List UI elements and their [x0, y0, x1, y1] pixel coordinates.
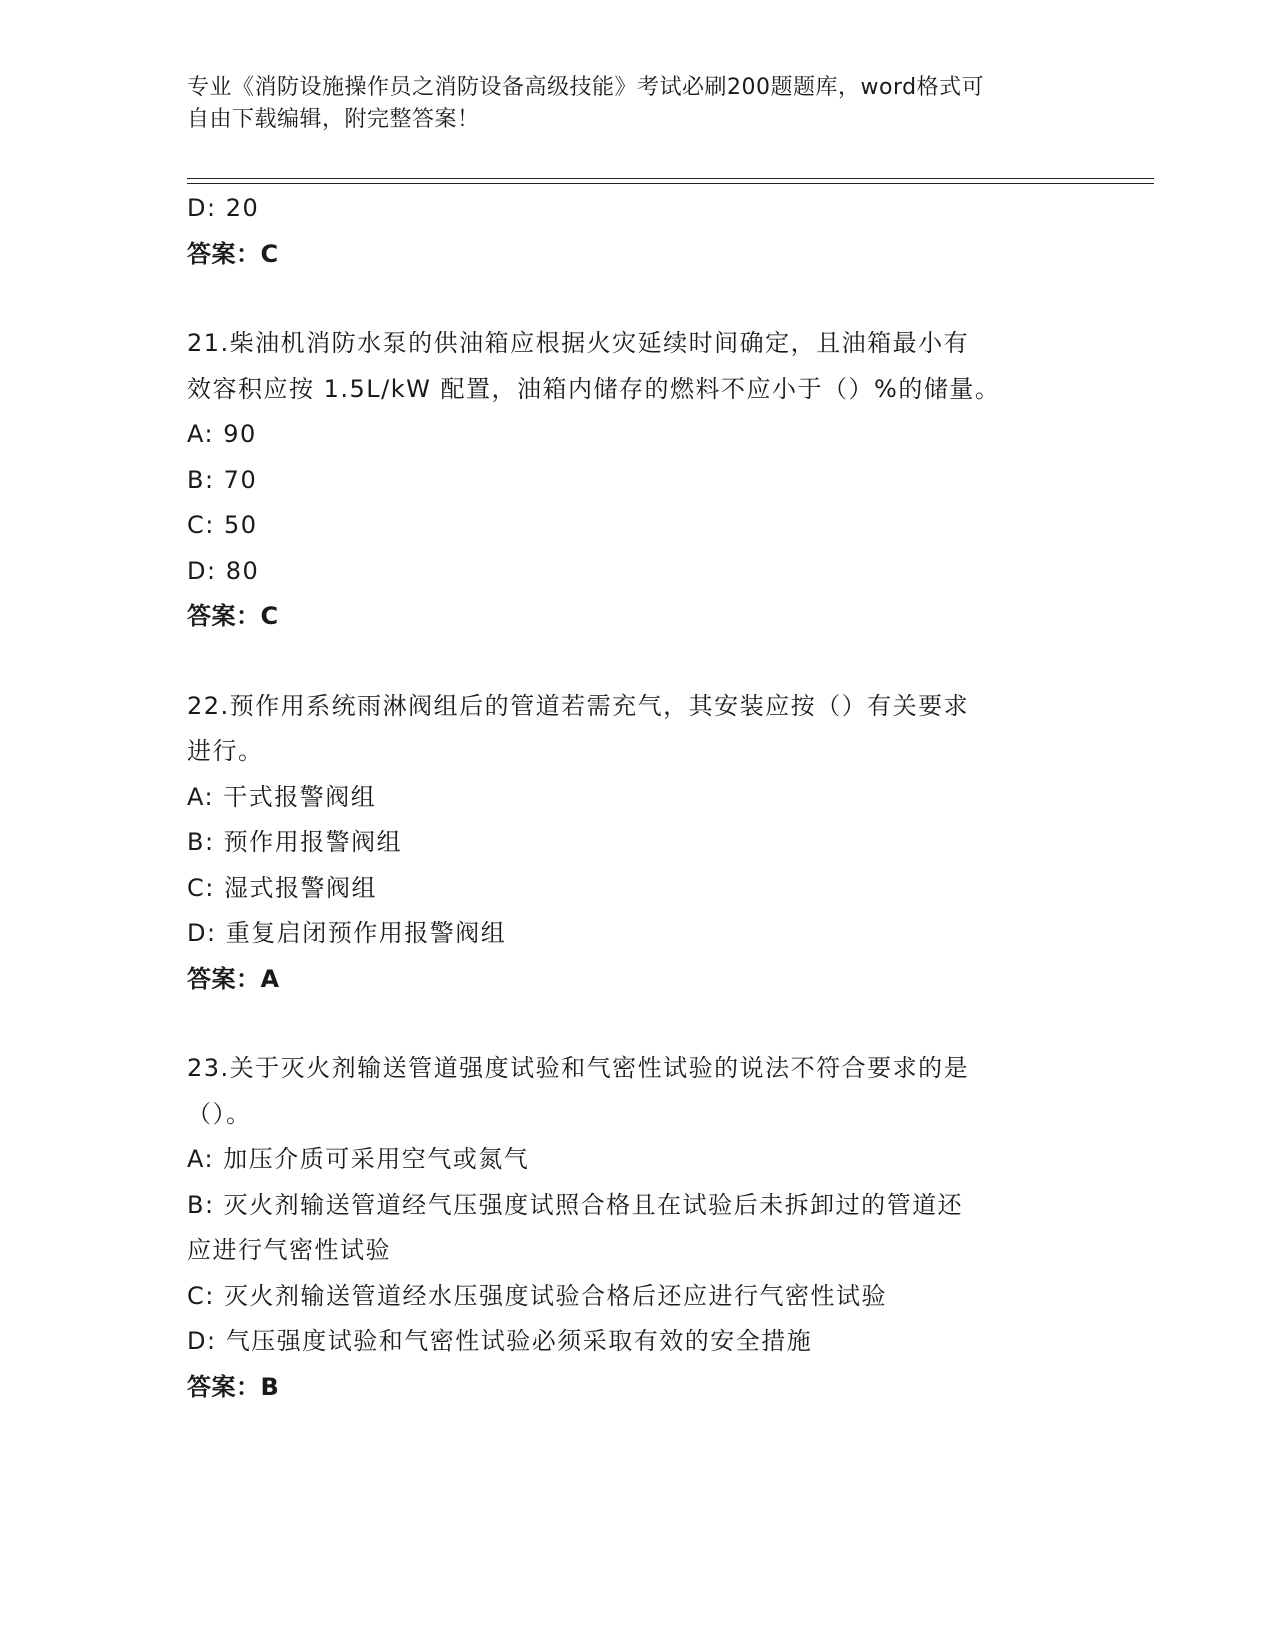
answer: 答案：A	[187, 964, 280, 993]
question-22	[187, 684, 1077, 1003]
option-a: A: 90	[187, 420, 257, 448]
header-line-2: 自由下载编辑，附完整答案！	[187, 107, 480, 132]
option-b: B: 灭火剂输送管道经气压强度试照合格且在试验后未拆卸过的管道还	[187, 1190, 964, 1219]
answer: 答案：C	[187, 602, 279, 630]
question-text: （）。	[187, 1099, 252, 1128]
option-b: B: 预作用报警阀组	[187, 828, 403, 856]
spacer	[187, 1002, 1077, 1046]
answer: 答案：B	[187, 1372, 280, 1401]
question-text: 23.关于灭火剂输送管道强度试验和气密性试验的说法不符合要求的是	[187, 1054, 970, 1082]
option-b-continued: 应进行气密性试验	[187, 1236, 391, 1264]
option-d: D: 气压强度试验和气密性试验必须采取有效的安全措施	[187, 1327, 813, 1355]
prev-answer: 答案：C	[187, 239, 279, 268]
prev-option-d: D: 20	[187, 194, 260, 222]
option-c: C: 湿式报警阀组	[187, 873, 377, 902]
question-text: 进行。	[187, 737, 264, 765]
option-c: C: 50	[187, 511, 258, 539]
question-text: 效容积应按 1.5L/kW 配置，油箱内储存的燃料不应小于（）%的储量。	[187, 374, 1001, 403]
spacer	[187, 640, 1077, 684]
option-a: A: 干式报警阀组	[187, 782, 377, 811]
spacer	[187, 277, 1077, 321]
question-text: 22.预作用系统雨淋阀组后的管道若需充气，其安装应按（）有关要求	[187, 691, 970, 720]
header-line-1: 专业《消防设施操作员之消防设备高级技能》考试必刷200题题库，word格式可	[187, 75, 985, 100]
document-body	[187, 186, 1077, 1410]
option-d: D: 重复启闭预作用报警阀组	[187, 919, 507, 947]
document-header	[187, 72, 1087, 136]
header-rule-bottom	[187, 183, 1154, 184]
header-rule-top	[187, 178, 1154, 179]
option-a: A: 加压介质可采用空气或氮气	[187, 1145, 530, 1173]
question-21	[187, 321, 1077, 640]
option-d: D: 80	[187, 556, 260, 585]
question-text: 21.柴油机消防水泵的供油箱应根据火灾延续时间确定，且油箱最小有	[187, 329, 970, 357]
question-23	[187, 1046, 1077, 1410]
option-b: B: 70	[187, 465, 258, 494]
option-c: C: 灭火剂输送管道经水压强度试验合格后还应进行气密性试验	[187, 1281, 887, 1310]
